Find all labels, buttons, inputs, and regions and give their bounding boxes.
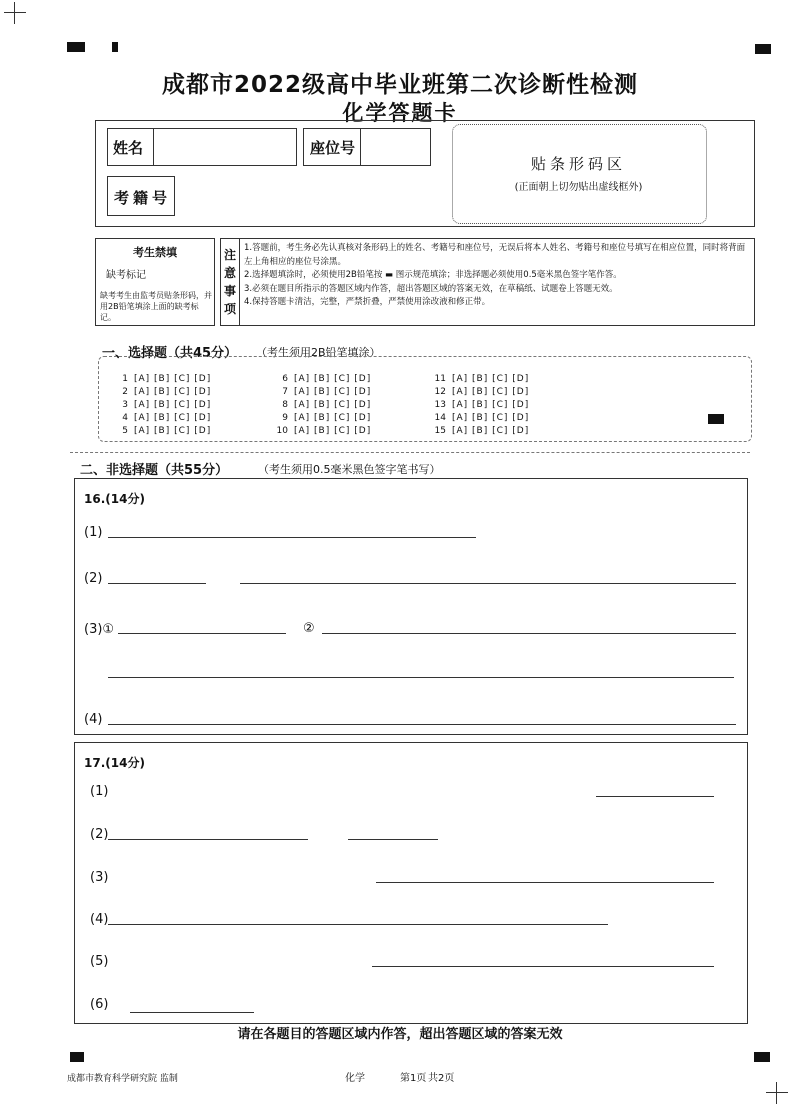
answer-area-warning: 请在各题目的答题区域内作答，超出答题区域的答案无效 [237,1027,563,1042]
q17-part5-label: (5) [90,954,109,969]
footer-page: 第1页 [400,1073,427,1084]
barcode-note: (正面朝上切勿贴出虚线框外) [514,182,643,193]
choice-row[interactable]: 4 [A] [B] [C] [D] [122,413,212,423]
q17-part4-answer[interactable] [108,924,608,925]
notes-divider [239,238,240,326]
q17-part6-answer[interactable] [130,1012,254,1013]
seat-field[interactable] [360,129,431,165]
name-label: 姓名 [113,139,144,157]
q17-part2-label: (2) [90,827,109,842]
nonchoice-section-border [70,452,750,454]
note-item: 3.必须在题目所指示的答题区域内作答，超出答题区域的答案无效，在草稿纸、试题卷上答题无效。 [244,283,618,294]
q16-part2-label: (2) [84,571,103,586]
choice-section-title: 一、选择题（共45分） [102,346,238,361]
seat-label: 座位号 [310,139,356,157]
q16-part3-label: (3)① [84,622,115,637]
footer-total: 共2页 [428,1073,455,1084]
q17-part3-label: (3) [90,870,109,885]
choice-row[interactable]: 14 [A] [B] [C] [D] [434,413,530,423]
q17-title: 17.(14分) [84,756,145,770]
q16-part4-label: (4) [84,712,103,727]
card-title: 化学答题卡 [342,101,458,125]
footer-org: 成都市教育科学研究院 监制 [67,1074,178,1084]
q17-part5-answer[interactable] [372,966,714,967]
q16-part3-answer-c[interactable] [108,677,734,678]
nonchoice-section-hint: （考生须用0.5毫米黑色签字笔书写） [258,463,441,476]
choice-row[interactable]: 3 [A] [B] [C] [D] [122,400,212,410]
exam-id-field[interactable] [176,176,436,216]
registration-mark [112,42,118,52]
name-field[interactable] [153,129,297,165]
q17-part6-label: (6) [90,997,109,1012]
choice-section-hint: （考生须用2B铅笔填涂） [256,346,381,359]
crosshair-bottom-right [766,1092,788,1093]
q16-part3-answer-b[interactable] [322,633,736,634]
footer-subject: 化学 [345,1073,365,1084]
crosshair-bottom-right-v [776,1082,777,1104]
barcode-title: 贴条形码区 [530,155,626,173]
choice-row[interactable]: 7 [A] [B] [C] [D] [282,387,372,397]
exam-id-label: 考籍号 [114,189,172,207]
registration-mark [708,414,724,424]
choice-row[interactable]: 9 [A] [B] [C] [D] [282,413,372,423]
choice-row[interactable]: 13 [A] [B] [C] [D] [434,400,530,410]
note-item: 4.保持答题卡清洁，完整，严禁折叠，严禁使用涂改液和修正带。 [244,297,491,307]
note-item: 1.答题前，考生务必先认真核对条形码上的姓名、考籍号和座位号，无误后将本人姓名、考籍号和座位号填写在相应位置，同时将背面左上角相应的座位号涂黑。 [244,243,746,267]
q16-title: 16.(14分) [84,492,145,506]
choice-row[interactable]: 11 [A] [B] [C] [D] [434,374,530,384]
forbid-title: 考生禁填 [133,246,177,259]
exam-title: 成都市2022级高中毕业班第二次诊断性检测 [161,72,638,98]
q17-part4-label: (4) [90,912,109,927]
choice-row[interactable]: 12 [A] [B] [C] [D] [434,387,530,397]
choice-row[interactable]: 10 [A] [B] [C] [D] [276,426,372,436]
q16-part2-answer-b[interactable] [240,583,736,584]
crosshair-top-left-v [14,2,15,24]
q17-part2-answer-b[interactable] [348,839,438,840]
q16-part3-label-2: ② [303,621,315,636]
q17-part1-label: (1) [90,784,109,799]
q17-part3-answer[interactable] [376,882,714,883]
q17-part1-answer[interactable] [596,796,714,797]
nonchoice-section-title: 二、非选择题（共55分） [80,463,229,478]
registration-mark [755,44,771,54]
choice-row[interactable]: 1 [A] [B] [C] [D] [122,374,212,384]
registration-mark [754,1052,770,1062]
choice-row[interactable]: 5 [A] [B] [C] [D] [122,426,212,436]
notes-list [244,242,750,310]
choice-row[interactable]: 8 [A] [B] [C] [D] [282,400,372,410]
registration-mark [67,42,85,52]
absent-mark-label: 缺考标记 [106,270,146,281]
choice-row[interactable]: 6 [A] [B] [C] [D] [282,374,372,384]
q16-part4-answer[interactable] [108,724,736,725]
q16-part2-answer-a[interactable] [108,583,206,584]
barcode-area [452,124,707,224]
q16-part1-label: (1) [84,525,103,540]
q16-part1-answer[interactable] [108,537,476,538]
choice-row[interactable]: 15 [A] [B] [C] [D] [434,426,530,436]
note-item: 2.选择题填涂时，必须使用2B铅笔按 ▬ 图示规范填涂；非选择题必须使用0.5毫米黑色签字笔作答。 [244,270,622,280]
choice-row[interactable]: 2 [A] [B] [C] [D] [122,387,212,397]
q17-box [74,742,748,1024]
notes-label: 注 意 事 项 [224,248,237,316]
forbid-note: 缺考考生由监考员贴条形码，并用2B铅笔填涂上面的缺考标记。 [100,291,212,322]
registration-mark [70,1052,84,1062]
q16-part3-answer-a[interactable] [118,633,286,634]
q16-box [74,478,748,735]
q17-part2-answer-a[interactable] [108,839,308,840]
crosshair-top-left [4,12,26,13]
